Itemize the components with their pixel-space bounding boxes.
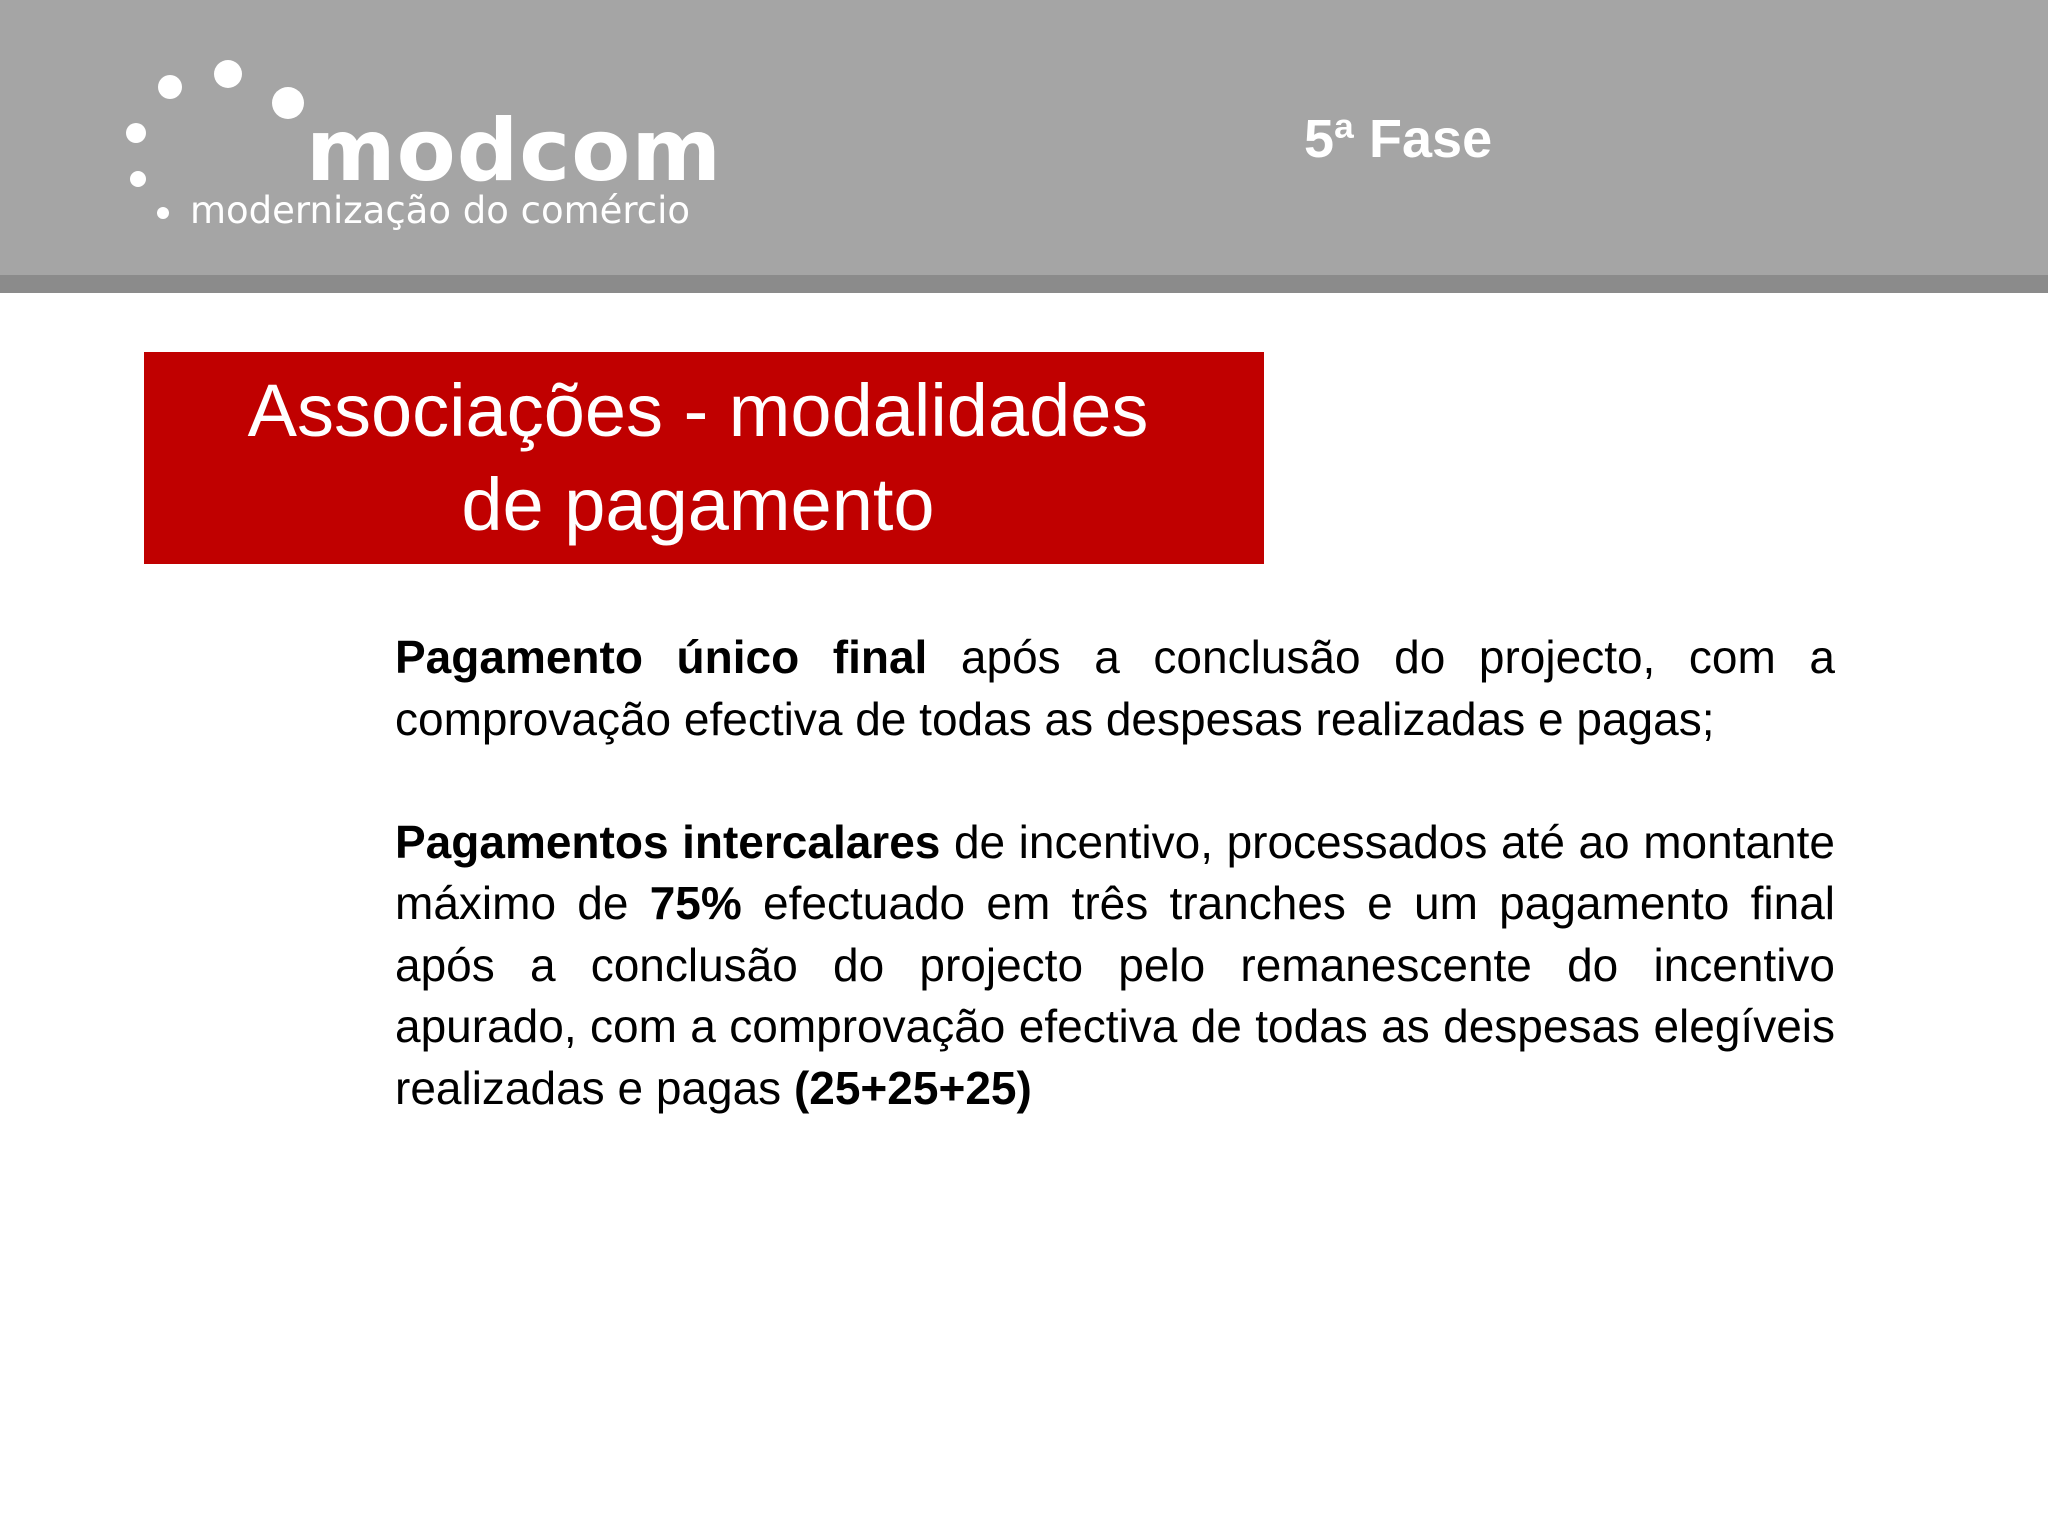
slide-title-box [144, 352, 1264, 564]
header-divider [0, 275, 2048, 293]
paragraph-single-payment [395, 627, 1835, 750]
paragraph-2-percentage: 75% [649, 877, 742, 929]
slide-title-line-2: de pagamento [461, 463, 935, 546]
slide-body [395, 627, 1835, 1119]
paragraph-1-bold-lead: Pagamento único final [395, 631, 928, 683]
paragraph-2-text-b: efectuado em três tranches e um pagamento final após a conclusão do projecto pelo remanescente do incentivo apurado, com a comprovação efectiva de todas as despesas elegíveis realizadas e pagas [395, 877, 1835, 1114]
paragraph-spacer [395, 750, 1835, 812]
slide-title [198, 364, 1198, 552]
phase-label: 5ª Fase [1304, 109, 1493, 169]
logo-tagline: modernização do comércio [190, 189, 691, 232]
paragraph-2-text-a: de incentivo, processados até ao montante máximo de [395, 815, 1835, 929]
paragraph-2-tranches: (25+25+25) [793, 1061, 1032, 1114]
paragraph-1-text: após a conclusão do projecto, com a comprovação efectiva de todas as despesas realizadas e pagas; [395, 631, 1835, 745]
slide-title-line-1: Associações - modalidades [247, 369, 1149, 452]
paragraph-2-bold-lead: Pagamentos intercalares [395, 815, 941, 868]
logo-wordmark: modcom [306, 101, 722, 201]
paragraph-interim-payments [395, 812, 1835, 1120]
header-bar [0, 0, 2048, 275]
